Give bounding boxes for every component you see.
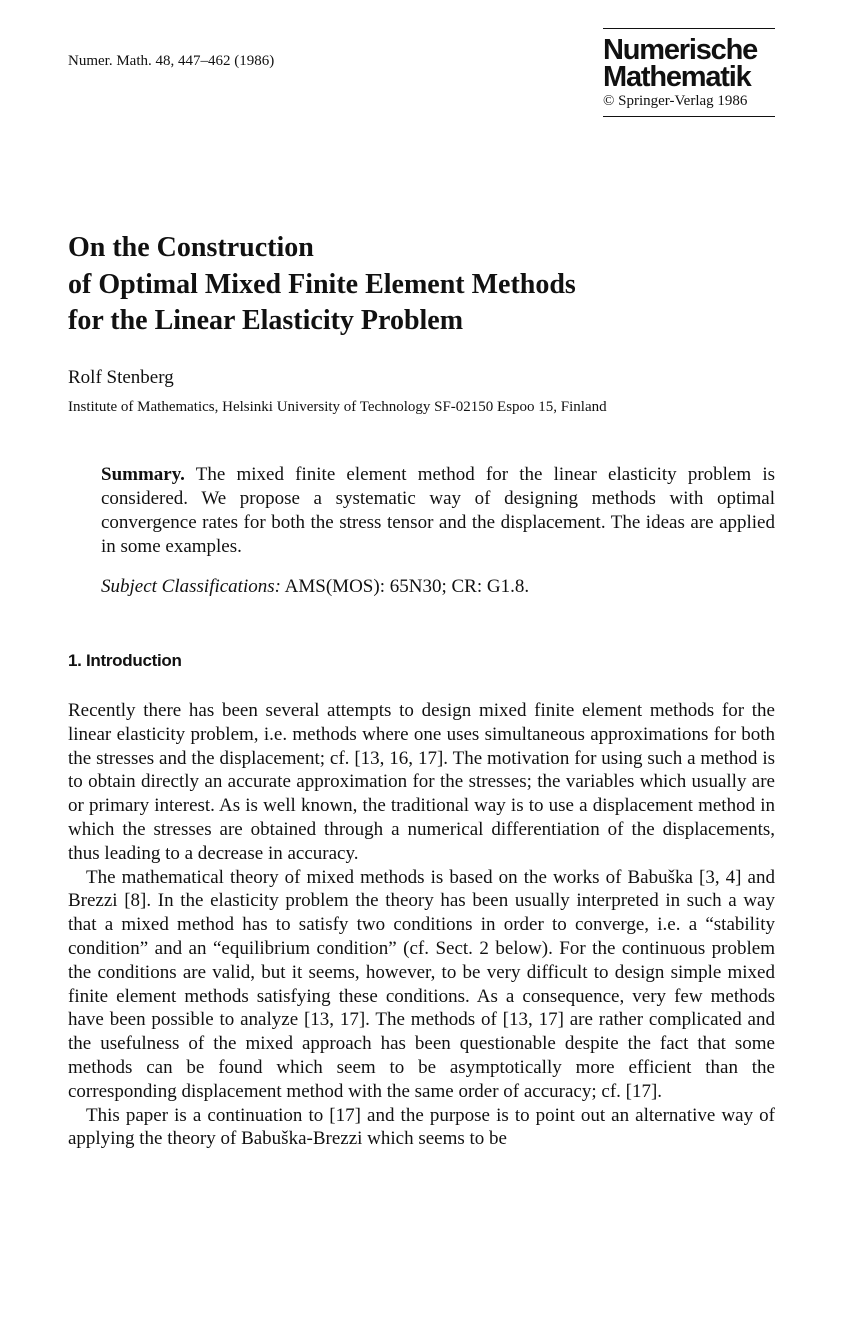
title-line-3: for the Linear Elasticity Problem xyxy=(68,305,464,336)
journal-bottom-rule xyxy=(603,116,775,117)
subject-classifications xyxy=(101,576,529,598)
journal-logo xyxy=(603,28,775,117)
author-affiliation: Institute of Mathematics, Helsinki University of Technology SF-02150 Espoo 15, Finland xyxy=(68,399,607,415)
journal-top-rule xyxy=(603,28,775,29)
subject-label: Subject Classifications: xyxy=(101,576,281,597)
summary xyxy=(101,463,775,559)
title-line-2: of Optimal Mixed Finite Element Methods xyxy=(68,268,576,300)
subject-text: AMS(MOS): 65N30; CR: G1.8. xyxy=(284,576,530,597)
paragraph: This paper is a continuation to [17] and the purpose is to point out an alternative way of applying the theory of Babuška-Brezzi which seems to be xyxy=(68,1104,775,1150)
publisher: © Springer-Verlag 1986 xyxy=(603,93,748,109)
paragraph: The mathematical theory of mixed methods is based on the works of Babuška [3, 4] and Brezzi [8]. In the elasticity problem the theory has been usually interpreted in such a way that a mixed method has to satisfy two conditions in order to converge, i.e. a “stability condition” and an “equilibrium condition” (cf. Sect. 2 below). For the continuous problem the conditions are valid, but it seems, however, to be very difficult to design simple mixed finite element methods satisfying these conditions. As a consequence, very few methods have been possible to analyze [13, 17]. The methods of [13, 17] are rather complicated and the usefulness of the mixed approach has been questionable despite the fact that some methods can be found which seem to be asymptotically more efficient than the corresponding displacement method with the same order of accuracy; cf. [17]. xyxy=(68,866,775,1102)
paper-title xyxy=(68,230,768,340)
title-line-1: On the Construction xyxy=(68,232,314,263)
journal-name-line1: Numerische xyxy=(603,34,758,66)
summary-label: Summary. xyxy=(101,464,185,485)
journal-name xyxy=(603,34,775,93)
summary-text: The mixed finite element method for the linear elasticity problem is considered. We propose a systematic way of designing methods with optimal convergence rates for both the stress tensor and the displacement. The ideas are applied in some examples. xyxy=(101,464,775,557)
author-name: Rolf Stenberg xyxy=(68,367,174,388)
paragraph: Recently there has been several attempts to design mixed finite element methods for the linear elasticity problem, i.e. methods where one uses simultaneous approximations for both the stresses and the displacement; cf. [13, 16, 17]. The motivation for using such a method is to obtain directly an accurate approximation for the stresses; the variables which usually are or primary interest. As is well known, the traditional way is to use a displacement method in which the stresses are obtained through a numerical differentiation of the displacements, thus leading to a decrease in accuracy. xyxy=(68,700,775,864)
section-heading: 1. Introduction xyxy=(68,651,182,670)
section-body xyxy=(68,699,775,1151)
journal-citation: Numer. Math. 48, 447–462 (1986) xyxy=(68,53,275,69)
journal-name-line2: Mathematik xyxy=(603,61,751,93)
